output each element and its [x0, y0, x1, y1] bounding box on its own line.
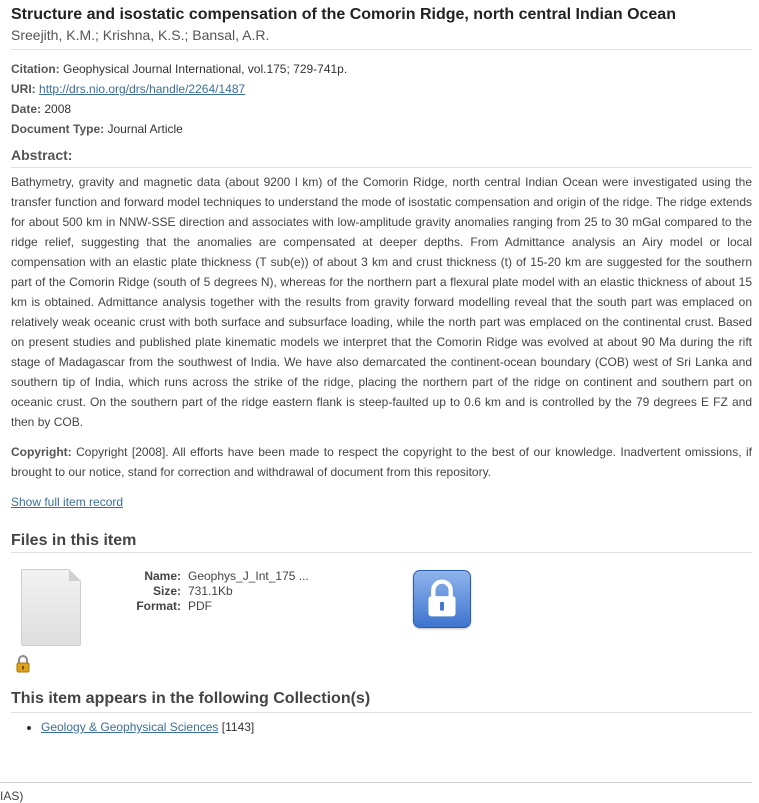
files-heading: Files in this item: [11, 532, 137, 549]
restricted-access-icon[interactable]: [413, 570, 471, 628]
divider: [11, 49, 752, 50]
file-name-row: [111, 569, 309, 584]
uri-row: [11, 79, 752, 99]
footer-text: IAS): [0, 789, 24, 803]
footer-divider: [0, 782, 752, 783]
doctype-value: Journal Article: [107, 122, 183, 136]
show-full-record-link[interactable]: Show full item record: [11, 495, 124, 509]
divider: [11, 712, 752, 713]
uri-link[interactable]: http://drs.nio.org/drs/handle/2264/1487: [39, 82, 246, 96]
uri-label: URI:: [11, 82, 36, 96]
file-size-row: [111, 584, 309, 599]
padlock-icon: [414, 571, 470, 627]
file-name-label: Name:: [144, 569, 181, 583]
abstract-heading: Abstract:: [11, 147, 73, 163]
divider: [11, 552, 752, 553]
file-format-row: [111, 599, 309, 614]
item-authors: Sreejith, K.M.; Krishna, K.S.; Bansal, A.R.: [11, 27, 270, 43]
item-view: [11, 0, 752, 737]
metadata-list: [11, 59, 752, 139]
citation-row: [11, 59, 752, 79]
doctype-label: Document Type:: [11, 122, 105, 136]
doctype-row: [11, 119, 752, 139]
file-format-label: Format:: [136, 599, 181, 613]
file-metadata: [111, 569, 309, 614]
citation-value: Geophysical Journal International, vol.175; 729-741p.: [63, 62, 348, 76]
file-name-value: Geophys_J_Int_175 ...: [188, 569, 309, 583]
date-row: [11, 99, 752, 119]
abstract-text: Bathymetry, gravity and magnetic data (about 9200 l km) of the Comorin Ridge, north central Indian Ocean were investigated using the transfer function and forward model techniques to understand the mode of isostatic compensation and origin of the ridge. The ridge extends for about 500 km in NNW-SSE direction and associates with low-amplitude gravity anomalies ranging from 25 to 30 mGal compared to the ridge relief, suggesting that the anomalies are compensated at deeper depths. From Admittance analysis an Airy model or local compensation with an elastic plate thickness (T sub(e)) of about 3 km and crust thickness (t) of 15-20 km are suggested for the southern part of the Comorin Ridge (south of 5 degrees N), whereas for the northern part a flexural plate model with an elastic thickness of about 15 km is obtained. Admittance analysis together with the results from gravity forward modelling reveal that the south part was emplaced on relatively weak oceanic crust with both surface and subsurface loading, while the north part was emplaced on the continental crust. Based on present studies and published plate kinematic models we interpret that the Comorin Ridge was evolved at about 90 Ma during the rift stage of Madagascar from the southwest of India. We have also demarcated the continent-ocean boundary (COB) west of Sri Lanka and southern tip of India, which runs across the strike of the ridge, placing the northern part of the ridge on continent and southern part on oceanic crust. On the southern part of the ridge eastern flank is steep-faulted up to 0.6 km and is controlled by the 79 degrees E FZ and then by COB.: [11, 175, 752, 429]
collections-heading: This item appears in the following Collection(s): [11, 690, 371, 707]
divider: [11, 167, 752, 168]
date-value: 2008: [44, 102, 72, 116]
copyright-label: Copyright:: [11, 445, 72, 459]
collections-list: [11, 717, 752, 737]
file-size-value: 731.1Kb: [188, 584, 233, 598]
lock-icon: [15, 655, 31, 673]
file-item: [11, 569, 752, 689]
date-label: Date:: [11, 102, 42, 116]
collection-link[interactable]: Geology & Geophysical Sciences: [41, 720, 219, 734]
file-format-value: PDF: [188, 599, 212, 613]
list-item: [41, 717, 752, 737]
file-size-label: Size:: [152, 584, 181, 598]
copyright-block: [11, 442, 752, 482]
item-title: Structure and isostatic compensation of the Comorin Ridge, north central Indian Ocean: [11, 6, 676, 23]
copyright-text: Copyright [2008]. All efforts have been made to respect the copyright to the best of our knowledge. Inadvertent omissions, if brought to our notice, stand for correction and withdrawal of document from this repository.: [11, 445, 752, 479]
citation-label: Citation:: [11, 62, 60, 76]
collection-count: [1143]: [221, 720, 255, 734]
file-thumbnail[interactable]: [21, 569, 81, 646]
